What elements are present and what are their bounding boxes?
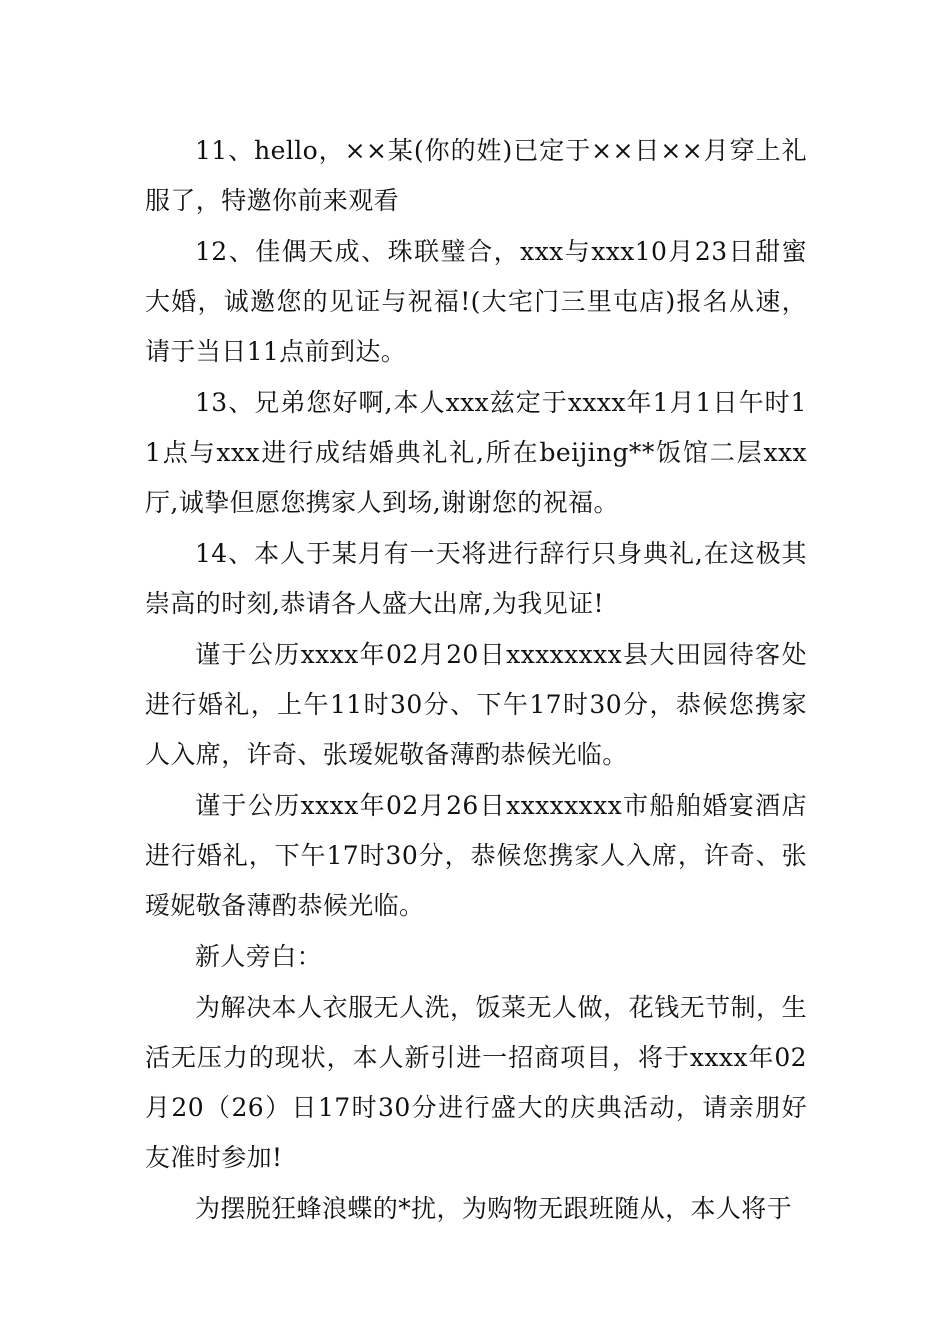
paragraph-invitation-0220: 谨于公历xxxx年02月20日xxxxxxxx县大田园待客处进行婚礼，上午11时30分、下午17时30分，恭候您携家人入席，许奇、张瑷妮敬备薄酌恭候光临。 bbox=[145, 640, 807, 769]
paragraph-voiceover-2: 为摆脱狂蜂浪蝶的*扰，为购物无跟班随从，本人将于 bbox=[195, 1194, 793, 1223]
paragraph-voiceover-1: 为解决本人衣服无人洗，饭菜无人做，花钱无节制，生活无压力的现状，本人新引进一招商项目，将于xxxx年02月20（26）日17时30分进行盛大的庆典活动，请亲朋好友准时参加! bbox=[145, 993, 807, 1172]
paragraph-11: 11、hello，××某(你的姓)已定于××日××月穿上礼服了，特邀你前来观看 bbox=[145, 136, 807, 215]
paragraph-invitation-0226: 谨于公历xxxx年02月26日xxxxxxxx市船舶婚宴酒店进行婚礼，下午17时30分，恭候您携家人入席，许奇、张瑷妮敬备薄酌恭候光临。 bbox=[145, 791, 807, 920]
paragraph-13: 13、兄弟您好啊,本人xxx兹定于xxxx年1月1日午时11点与xxx进行成结婚典礼礼,所在beijing**饭馆二层xxx厅,诚挚但愿您携家人到场,谢谢您的祝福。 bbox=[145, 388, 807, 517]
document-page bbox=[145, 126, 807, 1235]
paragraph-12: 12、佳偶天成、珠联璧合，xxx与xxx10月23日甜蜜大婚，诚邀您的见证与祝福!(大宅门三里屯店)报名从速，请于当日11点前到达。 bbox=[145, 237, 807, 366]
paragraph-voiceover-heading: 新人旁白： bbox=[195, 942, 323, 971]
paragraph-14: 14、本人于某月有一天将进行辞行只身典礼,在这极其崇高的时刻,恭请各人盛大出席,为我见证! bbox=[145, 539, 807, 618]
